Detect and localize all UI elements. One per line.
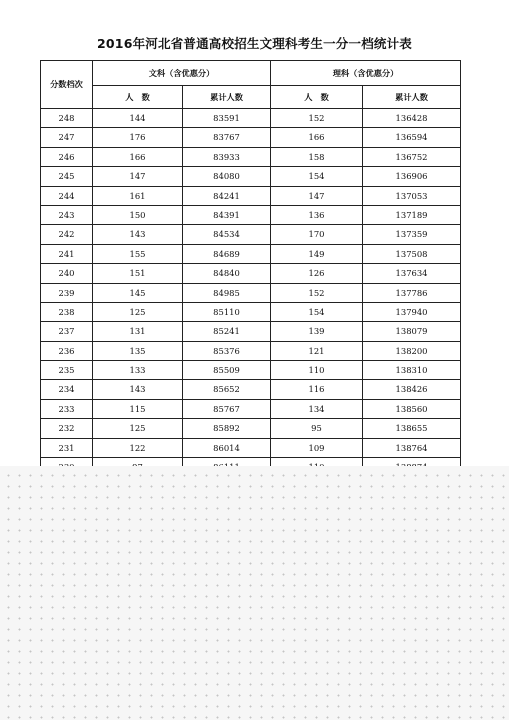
- wenke-cumulative-cell: 84534: [183, 225, 271, 244]
- like-count-cell: 166: [271, 128, 363, 147]
- header-like-count: 人 数: [271, 86, 363, 109]
- table-row: [41, 438, 461, 457]
- wenke-count-cell: 144: [93, 109, 183, 128]
- like-cumulative-cell: 138560: [363, 399, 461, 418]
- table-row: [41, 128, 461, 147]
- like-count-cell: 154: [271, 167, 363, 186]
- score-cell: 243: [41, 205, 93, 224]
- wenke-cumulative-cell: 85376: [183, 341, 271, 360]
- wenke-count-cell: 115: [93, 399, 183, 418]
- table-row: [41, 341, 461, 360]
- score-cell: 232: [41, 419, 93, 438]
- wenke-count-cell: 150: [93, 205, 183, 224]
- wenke-count-cell: 145: [93, 283, 183, 302]
- score-cell: 242: [41, 225, 93, 244]
- wenke-count-cell: 166: [93, 147, 183, 166]
- like-cumulative-cell: 136594: [363, 128, 461, 147]
- wenke-count-cell: 176: [93, 128, 183, 147]
- like-count-cell: 152: [271, 109, 363, 128]
- score-cell: 245: [41, 167, 93, 186]
- table-row: [41, 147, 461, 166]
- score-cell: 231: [41, 438, 93, 457]
- wenke-cumulative-cell: 84840: [183, 264, 271, 283]
- header-wenke-count: 人 数: [93, 86, 183, 109]
- header-row-top: [41, 61, 461, 86]
- table-row: [41, 186, 461, 205]
- header-row-sub: [41, 86, 461, 109]
- score-cell: 236: [41, 341, 93, 360]
- wenke-cumulative-cell: 84391: [183, 205, 271, 224]
- header-wenke: 文科（含优惠分）: [93, 61, 271, 86]
- wenke-count-cell: 147: [93, 167, 183, 186]
- table-row: [41, 361, 461, 380]
- score-cell: 234: [41, 380, 93, 399]
- wenke-cumulative-cell: 84689: [183, 244, 271, 263]
- wenke-cumulative-cell: 85652: [183, 380, 271, 399]
- table-row: [41, 419, 461, 438]
- table-row: [41, 380, 461, 399]
- like-cumulative-cell: 137786: [363, 283, 461, 302]
- table-row: [41, 205, 461, 224]
- dotted-background: [0, 466, 509, 720]
- like-count-cell: 116: [271, 380, 363, 399]
- table-row: [41, 167, 461, 186]
- wenke-cumulative-cell: 84985: [183, 283, 271, 302]
- table-row: [41, 283, 461, 302]
- wenke-count-cell: 122: [93, 438, 183, 457]
- header-like: 理科（含优惠分）: [271, 61, 461, 86]
- score-cell: 238: [41, 302, 93, 321]
- document-title: 2016年河北省普通高校招生文理科考生一分一档统计表: [97, 36, 412, 51]
- wenke-cumulative-cell: 85767: [183, 399, 271, 418]
- like-cumulative-cell: 137053: [363, 186, 461, 205]
- wenke-count-cell: 133: [93, 361, 183, 380]
- like-count-cell: 149: [271, 244, 363, 263]
- table-row: [41, 244, 461, 263]
- like-count-cell: 152: [271, 283, 363, 302]
- table-row: [41, 322, 461, 341]
- like-cumulative-cell: 138079: [363, 322, 461, 341]
- wenke-count-cell: 143: [93, 380, 183, 399]
- like-count-cell: 95: [271, 419, 363, 438]
- table-row: [41, 302, 461, 321]
- like-cumulative-cell: 137508: [363, 244, 461, 263]
- wenke-cumulative-cell: 84241: [183, 186, 271, 205]
- wenke-cumulative-cell: 83933: [183, 147, 271, 166]
- like-cumulative-cell: 138310: [363, 361, 461, 380]
- like-count-cell: 139: [271, 322, 363, 341]
- wenke-count-cell: 131: [93, 322, 183, 341]
- header-score-band: 分数档次: [41, 61, 93, 109]
- like-cumulative-cell: 137359: [363, 225, 461, 244]
- like-cumulative-cell: 137940: [363, 302, 461, 321]
- table-row: [41, 109, 461, 128]
- like-count-cell: 136: [271, 205, 363, 224]
- like-cumulative-cell: 138655: [363, 419, 461, 438]
- score-cell: 246: [41, 147, 93, 166]
- score-cell: 248: [41, 109, 93, 128]
- wenke-cumulative-cell: 85110: [183, 302, 271, 321]
- wenke-cumulative-cell: 86014: [183, 438, 271, 457]
- like-cumulative-cell: 137189: [363, 205, 461, 224]
- wenke-cumulative-cell: 85892: [183, 419, 271, 438]
- like-cumulative-cell: 138200: [363, 341, 461, 360]
- table-row: [41, 399, 461, 418]
- like-count-cell: 110: [271, 361, 363, 380]
- wenke-cumulative-cell: 85509: [183, 361, 271, 380]
- score-cell: 241: [41, 244, 93, 263]
- like-count-cell: 158: [271, 147, 363, 166]
- like-count-cell: 109: [271, 438, 363, 457]
- header-wenke-cumulative: 累计人数: [183, 86, 271, 109]
- like-count-cell: 147: [271, 186, 363, 205]
- wenke-count-cell: 125: [93, 302, 183, 321]
- score-cell: 247: [41, 128, 93, 147]
- like-count-cell: 154: [271, 302, 363, 321]
- wenke-count-cell: 135: [93, 341, 183, 360]
- like-cumulative-cell: 138764: [363, 438, 461, 457]
- score-cell: 244: [41, 186, 93, 205]
- table-row: [41, 225, 461, 244]
- wenke-count-cell: 151: [93, 264, 183, 283]
- score-distribution-table: [40, 60, 461, 516]
- wenke-cumulative-cell: 84080: [183, 167, 271, 186]
- like-cumulative-cell: 136752: [363, 147, 461, 166]
- wenke-count-cell: 155: [93, 244, 183, 263]
- score-cell: 235: [41, 361, 93, 380]
- score-cell: 237: [41, 322, 93, 341]
- like-cumulative-cell: 136428: [363, 109, 461, 128]
- wenke-count-cell: 161: [93, 186, 183, 205]
- like-count-cell: 170: [271, 225, 363, 244]
- table-body: [41, 109, 461, 516]
- wenke-count-cell: 125: [93, 419, 183, 438]
- like-cumulative-cell: 138426: [363, 380, 461, 399]
- wenke-cumulative-cell: 83767: [183, 128, 271, 147]
- wenke-cumulative-cell: 83591: [183, 109, 271, 128]
- score-cell: 240: [41, 264, 93, 283]
- wenke-count-cell: 143: [93, 225, 183, 244]
- like-count-cell: 134: [271, 399, 363, 418]
- header-like-cumulative: 累计人数: [363, 86, 461, 109]
- score-cell: 233: [41, 399, 93, 418]
- like-cumulative-cell: 136906: [363, 167, 461, 186]
- like-count-cell: 121: [271, 341, 363, 360]
- score-cell: 239: [41, 283, 93, 302]
- like-count-cell: 126: [271, 264, 363, 283]
- table-row: [41, 264, 461, 283]
- like-cumulative-cell: 137634: [363, 264, 461, 283]
- wenke-cumulative-cell: 85241: [183, 322, 271, 341]
